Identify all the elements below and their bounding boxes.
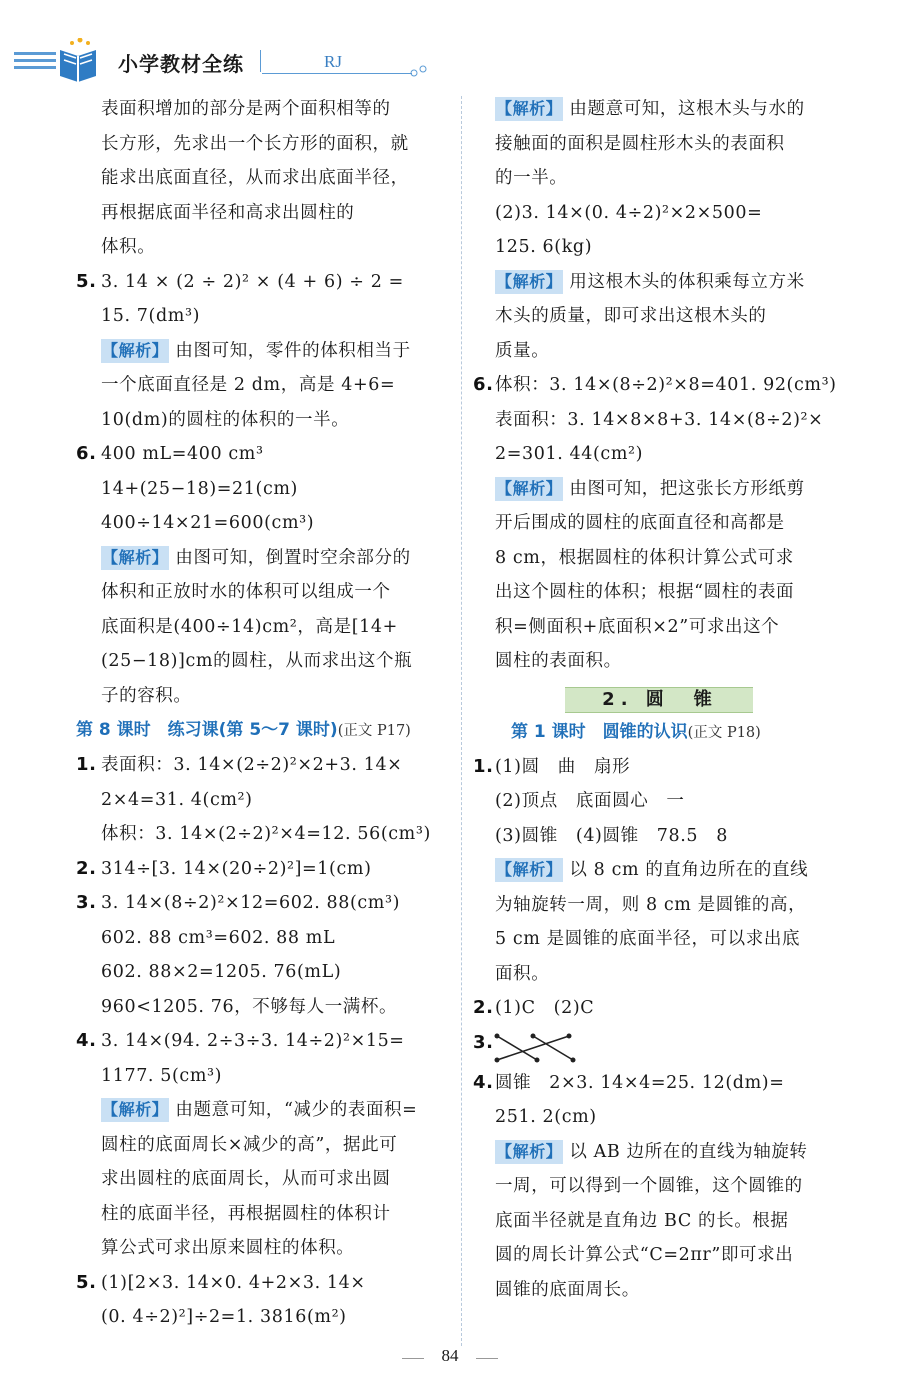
question-number: 6.: [76, 443, 97, 464]
analysis-text: 由图可知，把这张长方形纸剪: [569, 478, 805, 499]
text-line: 为轴旋转一周，则 8 cm 是圆锥的高，: [495, 894, 807, 915]
text-line: 算公式可求出原来圆柱的体积。: [101, 1238, 355, 1258]
answer-1: [473, 750, 845, 785]
answer-text: 314÷[3. 14×(20÷2)²]=1(cm): [101, 858, 372, 879]
analysis-text: 由题意可知，“减少的表面积=: [175, 1100, 418, 1120]
right-column: [473, 92, 845, 1307]
lesson-ref: (正文 P18): [687, 724, 761, 741]
analysis-tag: 【解析】: [495, 1140, 563, 1164]
section-heading: [495, 685, 845, 715]
text-line: 质量。: [495, 340, 550, 361]
analysis-tag: 【解析】: [101, 546, 169, 570]
text-line: (0. 4÷2)²]÷2=1. 3816(m²): [101, 1307, 347, 1327]
text-line: 5 cm 是圆锥的底面半径，可以求出底: [495, 929, 801, 949]
text-line: 圆锥的底面周长。: [495, 1279, 640, 1300]
text-line: 圆柱的底面周长×减少的高”，据此可: [101, 1134, 398, 1155]
analysis-line: [495, 472, 845, 507]
answer-2: [76, 852, 446, 887]
answer-5b: [76, 1266, 446, 1301]
text-line: 1177. 5(cm³): [101, 1065, 223, 1086]
question-number: 1.: [473, 755, 494, 777]
question-number: 4.: [473, 1071, 494, 1093]
lesson-title: 第 8 课时 练习课(第 5～7 课时): [76, 720, 338, 740]
text-line: 求出圆柱的底面周长，从而可求出圆: [101, 1169, 391, 1189]
answer-text: 体积：3. 14×(8÷2)²×8=401. 92(cm³): [495, 375, 837, 395]
text-line: 15. 7(dm³): [101, 306, 200, 326]
answer-2: [473, 991, 845, 1026]
answer-text: (1)圆 曲 扇形: [495, 756, 631, 777]
text-line: (3)圆锥 (4)圆锥 78.5 8: [495, 825, 728, 846]
header-separator: [260, 50, 261, 72]
page-header: [0, 0, 900, 90]
question-number: 2.: [473, 997, 494, 1018]
text-line: 602. 88 cm³=602. 88 mL: [101, 927, 336, 948]
analysis-tag: 【解析】: [101, 1098, 169, 1122]
text-line: 圆的周长计算公式“C=2πr”即可求出: [495, 1245, 794, 1265]
answer-text: 3. 14×(8÷2)²×12=602. 88(cm³): [101, 893, 401, 913]
page-number: 84: [400, 1346, 500, 1366]
column-divider: [461, 96, 462, 1346]
answer-4: [473, 1066, 845, 1101]
text-line: 接触面的面积是圆柱形木头的表面积: [495, 133, 785, 154]
answer-3-diagram: [473, 1026, 845, 1066]
question-number: 4.: [76, 1030, 97, 1051]
text-line: 圆柱的表面积。: [495, 651, 622, 671]
text-line: 251. 2(cm): [495, 1107, 597, 1127]
text-line: 8 cm，根据圆柱的体积计算公式可求: [495, 547, 794, 568]
lesson-title: 第 1 课时 圆锥的认识: [511, 721, 688, 742]
left-column: [76, 92, 446, 1335]
series-title: 小学教材全练: [118, 52, 244, 76]
text-line: 表面积：3. 14×8×8+3. 14×(8÷2)²×: [495, 409, 824, 430]
question-number: 5.: [76, 270, 97, 292]
answer-6: [76, 437, 446, 472]
text-line: 125. 6(kg): [495, 237, 593, 257]
analysis-tag: 【解析】: [495, 477, 563, 501]
text-line: 2×4=31. 4(cm²): [101, 789, 253, 810]
text-line: 2=301. 44(cm²): [495, 444, 644, 464]
text-line: 一周，可以得到一个圆锥，这个圆锥的: [495, 1176, 803, 1196]
text-line: 木头的质量，即可求出这根木头的: [495, 306, 767, 326]
answer-text: 400 mL=400 cm³: [101, 444, 264, 464]
lesson-ref: (正文 P17): [337, 723, 411, 739]
answer-1: [76, 748, 446, 783]
answer-6: [473, 368, 845, 403]
edition-label: RJ: [324, 52, 342, 71]
lesson-heading: [495, 715, 845, 750]
question-number: 6.: [473, 374, 494, 395]
text-line: 底面半径就是直角边 BC 的长。根据: [495, 1210, 789, 1231]
question-number: 5.: [76, 1271, 97, 1293]
analysis-line: [495, 853, 845, 888]
section-title: 2. 圆 锥: [602, 688, 718, 710]
text-line: 体积。: [101, 237, 156, 257]
text-line: 14+(25−18)=21(cm): [101, 478, 298, 499]
analysis-text: 以 AB 边所在的直线为轴旋转: [569, 1141, 808, 1162]
analysis-line: [495, 265, 845, 300]
text-line: 长方形，先求出一个长方形的面积，就: [101, 133, 409, 154]
analysis-line: [76, 334, 446, 369]
question-number: 3.: [76, 892, 97, 913]
text-line: 柱的底面半径，再根据圆柱的体积计: [101, 1203, 391, 1224]
analysis-line: [495, 1135, 845, 1170]
answer-text: (1)[2×3. 14×0. 4+2×3. 14×: [101, 1272, 366, 1293]
analysis-text: 由题意可知，这根木头与水的: [569, 99, 805, 119]
text-line: 出这个圆柱的体积；根据“圆柱的表面: [495, 582, 795, 602]
text-line: 子的容积。: [101, 685, 192, 706]
text-line: 开后围成的圆柱的底面直径和高都是: [495, 513, 785, 533]
text-line: 面积。: [495, 963, 550, 984]
lesson-heading: [76, 713, 446, 748]
book-logo-icon: [14, 38, 104, 82]
analysis-text: 以 8 cm 的直角边所在的直线: [569, 860, 809, 880]
text-line: 的一半。: [495, 168, 568, 188]
answer-text: 圆锥 2×3. 14×4=25. 12(dm)=: [495, 1072, 785, 1093]
matching-lines-diagram: [493, 1030, 593, 1066]
analysis-tag: 【解析】: [101, 339, 169, 363]
text-line: (2)3. 14×(0. 4÷2)²×2×500=: [495, 202, 763, 223]
text-line: 积=侧面积+底面积×2”可求出这个: [495, 616, 780, 637]
text-line: 再根据底面半径和高求出圆柱的: [101, 202, 355, 223]
analysis-tag: 【解析】: [495, 270, 563, 294]
answer-text: 3. 14 × (2 ÷ 2)² × (4 + 6) ÷ 2 =: [101, 271, 404, 292]
text-line: 960<1205. 76，不够每人一满杯。: [101, 996, 398, 1017]
decorative-dots-icon: [410, 64, 430, 78]
answer-5: [76, 265, 446, 300]
text-line: 10(dm)的圆柱的体积的一半。: [101, 409, 350, 430]
text-line: 体积和正放时水的体积可以组成一个: [101, 582, 391, 602]
analysis-line: [76, 1093, 446, 1128]
answer-3: [76, 886, 446, 921]
header-underline: [262, 73, 412, 74]
text-line: 体积：3. 14×(2÷2)²×4=12. 56(cm³): [101, 824, 431, 844]
analysis-tag: 【解析】: [495, 858, 563, 882]
text-line: 400÷14×21=600(cm³): [101, 513, 315, 533]
text-line: 602. 88×2=1205. 76(mL): [101, 962, 342, 982]
analysis-text: 用这根木头的体积乘每立方米: [569, 271, 805, 292]
question-number: 2.: [76, 857, 97, 879]
text-line: 一个底面直径是 2 dm，高是 4+6=: [101, 375, 396, 395]
text-line: 底面积是(400÷14)cm²，高是[14+: [101, 616, 398, 637]
analysis-line: [76, 541, 446, 576]
text-line: 表面积增加的部分是两个面积相等的: [101, 99, 391, 119]
question-number: 1.: [76, 754, 97, 775]
analysis-text: 由图可知，倒置时空余部分的: [175, 547, 411, 568]
analysis-text: 由图可知，零件的体积相当于: [175, 340, 411, 361]
answer-text: 3. 14×(94. 2÷3÷3. 14÷2)²×15=: [101, 1031, 405, 1051]
analysis-line: [495, 92, 845, 127]
answer-4: [76, 1024, 446, 1059]
analysis-tag: 【解析】: [495, 97, 563, 121]
answer-text: 表面积：3. 14×(2÷2)²×2+3. 14×: [101, 755, 403, 775]
text-line: 能求出底面直径，从而求出底面半径，: [101, 168, 409, 188]
question-number: 3.: [473, 1031, 494, 1053]
text-line: (25−18)]cm的圆柱，从而求出这个瓶: [101, 651, 413, 671]
answer-text: (1)C (2)C: [495, 998, 595, 1018]
text-line: (2)顶点 底面圆心 一: [495, 791, 685, 811]
